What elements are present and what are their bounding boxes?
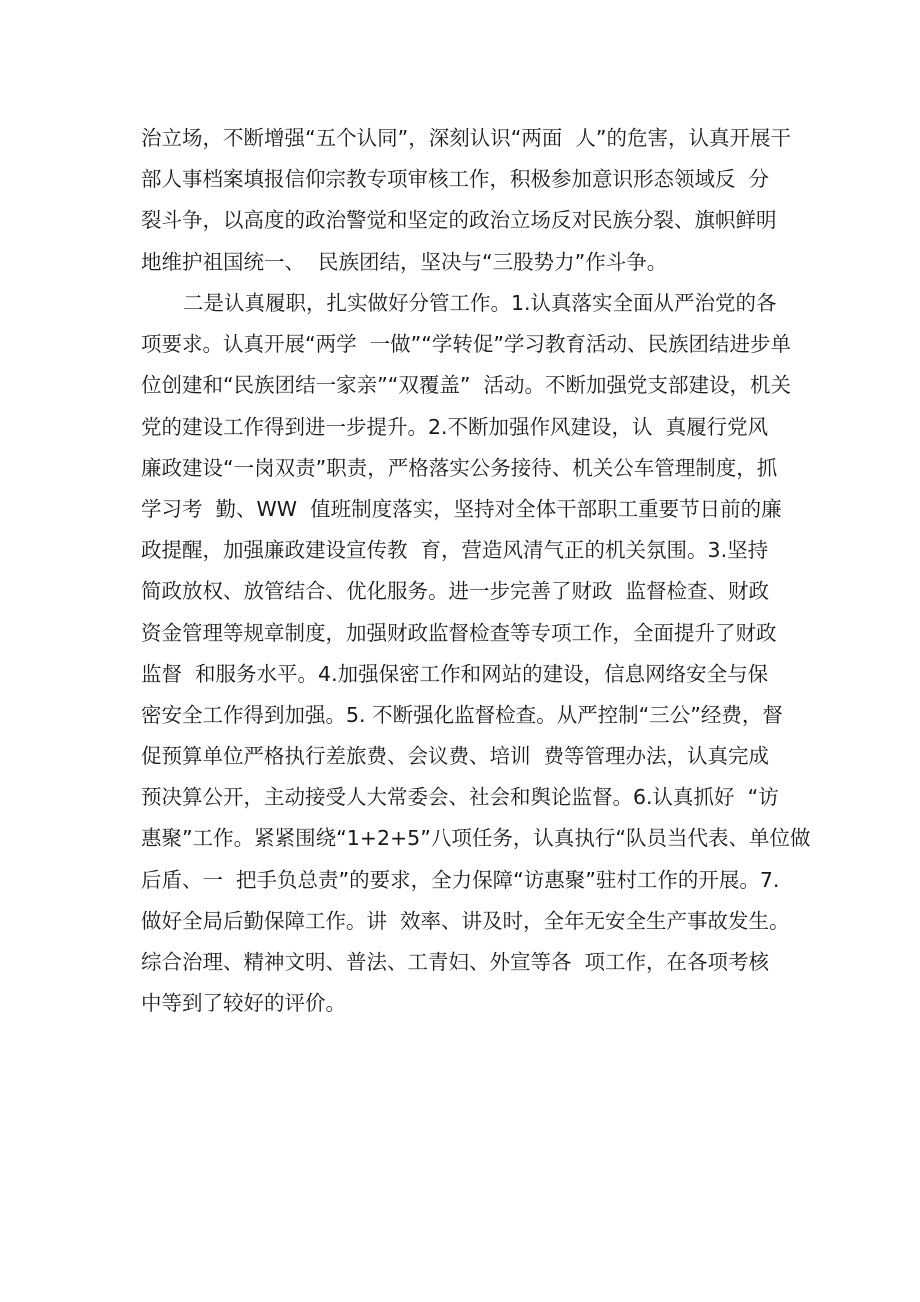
- text-line: 裂斗争，以高度的政治警觉和坚定的政治立场反对民族分裂、旗帜鲜明: [141, 208, 777, 233]
- text-line: 做好全局后勤保障工作。讲 效率、讲及时，全年无安全生产事故发生。: [141, 908, 790, 933]
- text-line: 治立场，不断增强“五个认同”，深刻认识“两面 人”的危害，认真开展干: [141, 126, 792, 150]
- text-line: 促预算单位严格执行差旅费、会议费、培训 费等管理办法，认真完成: [141, 744, 770, 769]
- text-line: 党的建设工作得到进一步提升。2.不断加强作风建设，认 真履行党风: [141, 414, 769, 439]
- text-line: 综合治理、精神文明、普法、工青妇、外宣等各 项工作，在各项考核: [141, 950, 770, 974]
- text-line: 学习考 勤、WW 值班制度落实，坚持对全体干部职工重要节日前的廉: [141, 496, 782, 521]
- text-line: 后盾、一 把手负总责”的要求，全力保障“访惠聚”驻村工作的开展。7.: [141, 867, 780, 892]
- text-line: 预决算公开，主动接受人大常委会、社会和舆论监督。6.认真抓好 “访: [141, 785, 779, 810]
- paragraph-political-stance: [141, 118, 801, 283]
- text-line: 部人事档案填报信仰宗教专项审核工作，积极参加意识形态领域反 分: [141, 167, 770, 192]
- text-line: 惠聚”工作。紧紧围绕“1+2+5”八项任务，认真执行“队员当代表、单位做: [141, 826, 811, 851]
- text-line: 资金管理等规章制度，加强财政监督检查等专项工作，全面提升了财政: [141, 620, 777, 645]
- text-line: 项要求。认真开展“两学 一做”“学转促”学习教育活动、民族团结进步单: [141, 332, 792, 357]
- text-line: 监督 和服务水平。4.加强保密工作和网站的建设，信息网络安全与保: [141, 661, 769, 686]
- paragraph-duty-performance: [141, 283, 811, 1024]
- text-line-first: 二是认真履职，扎实做好分管工作。1.认真落实全面从严治党的各: [183, 291, 777, 315]
- text-line: 政提醒，加强廉政建设宣传教 育，营造风清气正的机关氛围。3.坚持: [141, 538, 769, 563]
- text-line: 简政放权、放管结合、优化服务。进一步完善了财政 监督检查、财政: [141, 579, 770, 604]
- text-line: 廉政建设“一岗双责”职责，严格落实公务接待、机关公车管理制度，抓: [141, 455, 778, 480]
- text-line: 位创建和“民族团结一家亲”“双覆盖” 活动。不断加强党支部建设，机关: [141, 373, 792, 398]
- text-line: 密安全工作得到加强。5. 不断强化监督检查。从严控制“三公”经费，督: [141, 702, 783, 727]
- text-line: 地维护祖国统一、 民族团结，坚决与“三股势力”作斗争。: [141, 249, 668, 274]
- text-line: 中等到了较好的评价。: [141, 991, 346, 1016]
